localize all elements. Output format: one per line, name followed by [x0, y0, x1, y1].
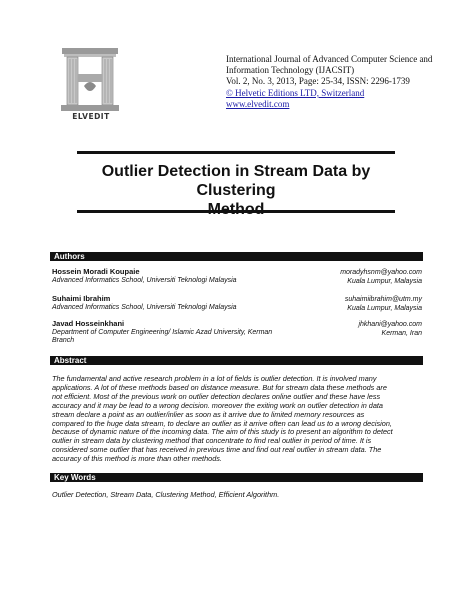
abstract-line: considered some outlier that has received in previous time and find out real outlier in stream data. The: [52, 445, 382, 455]
abstract-line: not efficient. Most of the previous work on outlier detection declares online outlier and these have less: [52, 391, 381, 401]
abstract-line: compared to the huge data stream, to declare an outlier as it arrive often can lead us to a wrong decision,: [52, 418, 392, 428]
abstract-line: The fundamental and active research problem in a lot of fields is outlier detection. It is involved many: [52, 374, 377, 383]
abstract-line: applications. A lot of these methods based on distance measure. But for stream data these methods are: [52, 382, 387, 392]
abstract-line: because of dynamic nature of the incoming data. The aim of this study is to present an algorithm to detect: [52, 427, 393, 437]
title-top-rule: [77, 151, 395, 154]
author-email: moradyhsnm@yahoo.com: [340, 269, 422, 276]
author-name: Javad Hosseinkhani: [52, 319, 125, 328]
abstract-line: accuracy and it may be lead to a wrong decision. moreover the exiting work on outlier detection in data: [52, 400, 383, 410]
authors-heading: Authors: [50, 252, 423, 261]
abstract-text: [52, 375, 421, 464]
author-3: [52, 320, 272, 346]
abstract-line: stream declare a point as an outlier/inlier as soon as it arrive due to limited memory resources as: [52, 409, 365, 419]
author-name: Hossein Moradi Koupaie: [52, 267, 140, 276]
author-location: Kerman, Iran: [381, 329, 422, 337]
author-affiliation: Advanced Informatics School, Universiti Teknologi Malaysia: [52, 276, 237, 284]
author-2-contact: [345, 296, 422, 313]
abstract-line: outlier in stream data by clustering method that concentrate to find real outlier in period of time. It is: [52, 436, 372, 446]
journal-name-line1: International Journal of Advanced Computer Science and: [226, 54, 433, 64]
keywords-heading: Key Words: [50, 473, 423, 482]
author-location: Kuala Lumpur, Malaysia: [347, 277, 422, 285]
abstract-line: accuracy of this method is more than other methods.: [52, 454, 222, 464]
author-location: Kuala Lumpur, Malaysia: [347, 304, 422, 312]
publisher-link[interactable]: © Helvetic Editions LTD, Switzerland: [226, 87, 365, 98]
author-email: jhkhani@yahoo.com: [358, 321, 422, 328]
author-affiliation: Advanced Informatics School, Universiti Teknologi Malaysia: [52, 303, 237, 311]
abstract-heading: Abstract: [50, 356, 423, 365]
author-affiliation-cont: Branch: [52, 337, 75, 344]
website-link[interactable]: www.elvedit.com: [226, 98, 290, 109]
author-2: [52, 295, 237, 312]
elvedit-column-logo-icon: [58, 46, 122, 114]
author-email: suhaimiibrahim@utm.my: [344, 296, 422, 303]
author-affiliation: Department of Computer Engineering/ Islamic Azad University, Kerman: [52, 328, 273, 336]
title-bottom-rule: [77, 210, 395, 213]
paper-title-line1: Outlier Detection in Stream Data by Clustering: [101, 163, 371, 199]
author-1-contact: [340, 269, 422, 286]
author-1: [52, 268, 237, 285]
journal-info: [226, 54, 466, 110]
journal-name-line2: Information Technology (IJACSIT): [226, 65, 355, 76]
keywords-text: Outlier Detection, Stream Data, Clustering Method, Efficient Algorithm.: [52, 490, 280, 499]
journal-volume: Vol. 2, No. 3, 2013, Page: 25-34, ISSN: 2296-1739: [226, 76, 410, 87]
logo-wordmark: ELVEDIT: [72, 112, 110, 121]
author-3-contact: [358, 321, 422, 338]
author-name: Suhaimi Ibrahim: [52, 294, 111, 303]
